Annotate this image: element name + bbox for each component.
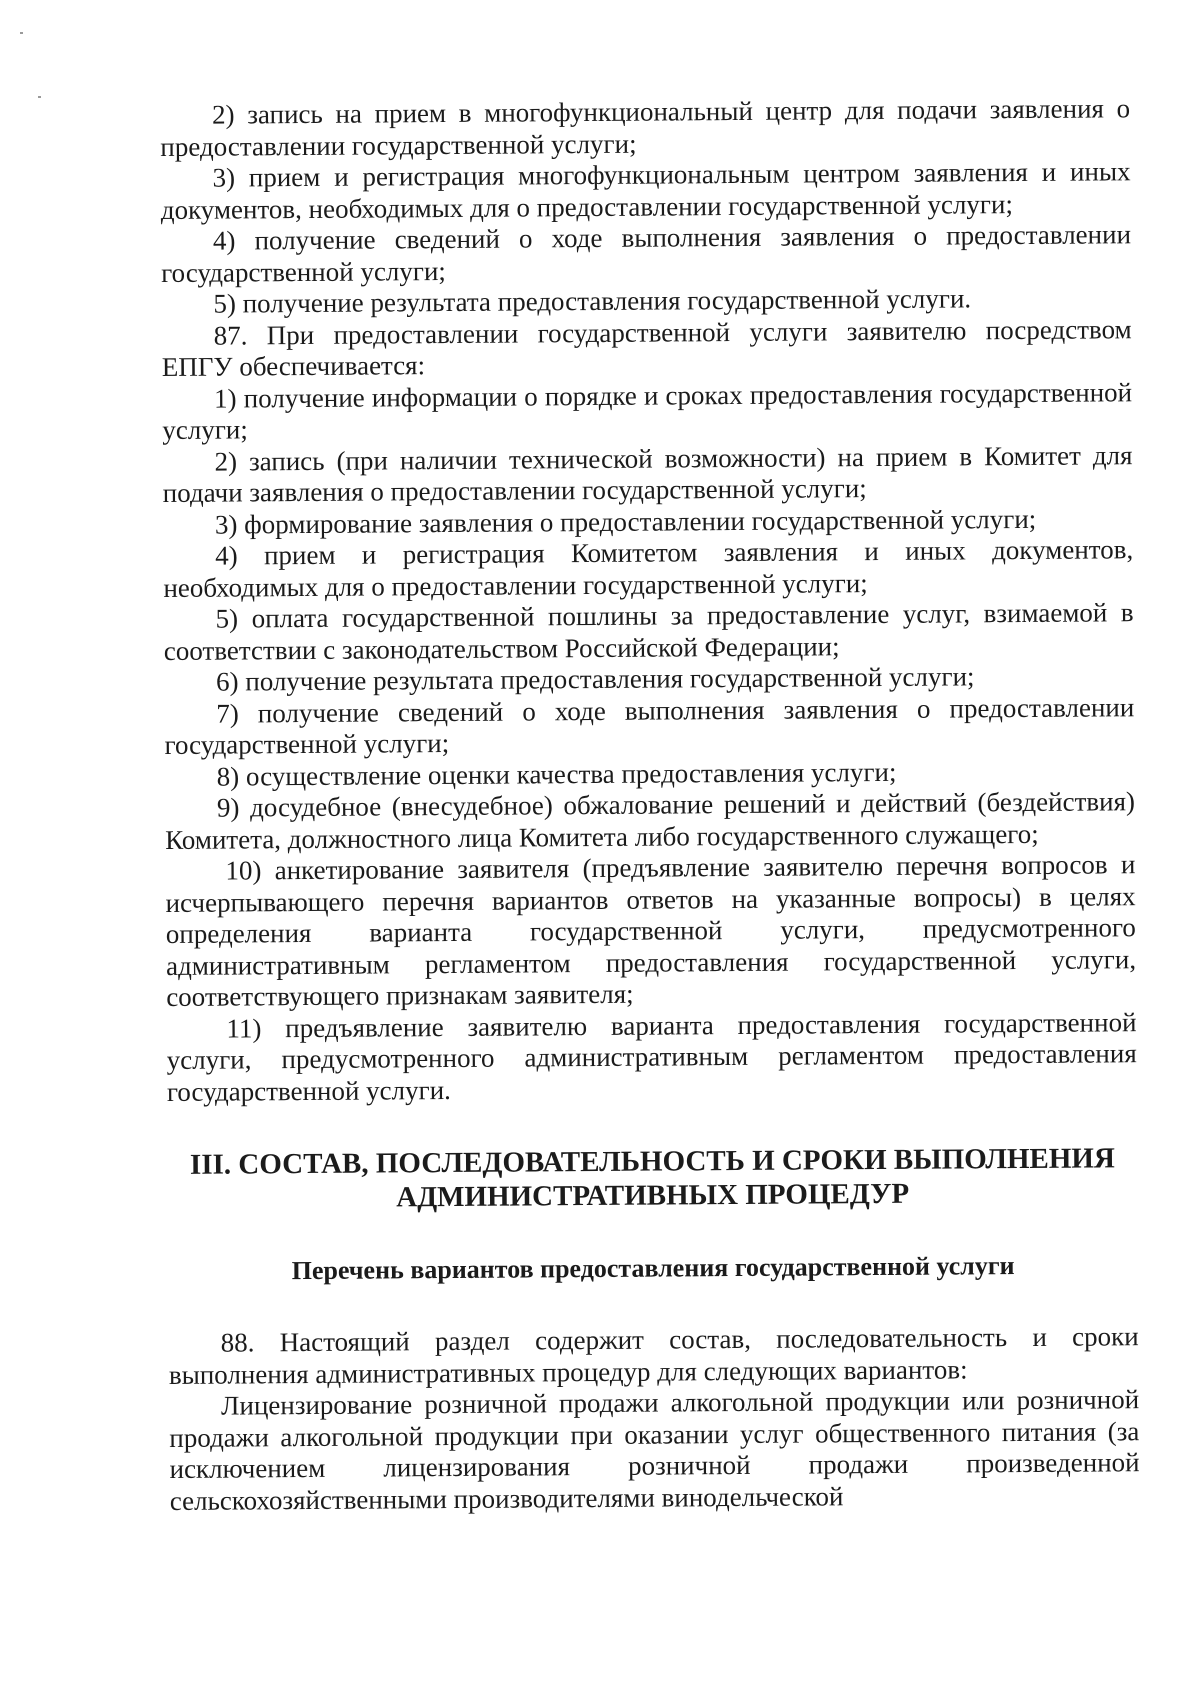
paragraph-epgu-item-5: 5) оплата государственной пошлины за предоставление услуг, взимаемой в соответствии с законодательством Российской Федерации; <box>163 597 1134 666</box>
paragraph-epgu-item-2: 2) запись (при наличии технической возможности) на прием в Комитет для подачи заявления о предоставлении государственной услуги; <box>162 439 1133 508</box>
paragraph-item-2-mfc-appointment: 2) запись на прием в многофункциональный центр для подачи заявления о предоставлении государственной услуги; <box>160 93 1131 162</box>
paragraph-item-3-mfc-registration: 3) прием и регистрация многофункциональным центром заявления и иных документов, необходимых для о предоставлении государственной услуги; <box>160 156 1131 225</box>
paragraph-epgu-item-1: 1) получение информации о порядке и сроках предоставления государственной услуги; <box>162 376 1133 445</box>
paragraph-epgu-item-6: 6) получение результата предоставления государственной услуги; <box>215 661 975 697</box>
paragraph-epgu-item-11: 11) предъявление заявителю варианта предоставления государственной услуги, предусмотренного административным регламентом предоставления государственной услуги. <box>166 1006 1137 1107</box>
paragraph-epgu-item-4: 4) прием и регистрация Комитетом заявления и иных документов, необходимых для о предоставлении государственной услуги; <box>163 534 1134 603</box>
paragraph-88: 88. Настоящий раздел содержит состав, последовательность и сроки выполнения административных процедур для следующих вариантов: <box>168 1321 1139 1390</box>
subheading: Перечень вариантов предоставления государственной услуги <box>291 1251 1015 1286</box>
paragraph-epgu-item-8: 8) осуществление оценки качества предоставления услуги; <box>216 756 897 792</box>
paragraph-epgu-item-9: 9) досудебное (внесудебное) обжалование решений и действий (бездействия) Комитета, должностного лица Комитета либо государственного служащего; <box>165 786 1136 855</box>
paragraph-87-epgu: 87. При предоставлении государственной услуги заявителю посредством ЕПГУ обеспечивается: <box>161 313 1132 382</box>
section-heading: III. СОСТАВ, ПОСЛЕДОВАТЕЛЬНОСТЬ И СРОКИ ВЫПОЛНЕНИЯ АДМИНИСТРАТИВНЫХ ПРОЦЕДУР <box>189 1142 1115 1214</box>
paragraph-item-5-mfc-result: 5) получение результата предоставления государственной услуги. <box>213 283 972 319</box>
scan-speck <box>20 32 23 34</box>
paragraph-epgu-item-7: 7) получение сведений о ходе выполнения заявления о предоставлении государственной услуги; <box>164 691 1135 760</box>
paragraph-licensing-variant: Лицензирование розничной продажи алкогольной продукции или розничной продажи алкогольной продукции при оказании услуг общественного питания (за исключением лицензирования розничной продажи произведенной сельскохозяйственными производителями винодельческой <box>169 1384 1140 1516</box>
scan-speck <box>38 96 41 98</box>
paragraph-item-4-mfc-status: 4) получение сведений о ходе выполнения заявления о предоставлении государственной услуги; <box>161 219 1132 288</box>
document-body <box>160 93 1140 1517</box>
paragraph-epgu-item-10: 10) анкетирование заявителя (предъявление заявителю перечня вопросов и исчерпывающего перечня вариантов ответов на указанные вопросы) в целях определения варианта государственной услуги, предусмотренного административным регламентом предоставления государственной услуги, соответствующего признакам заявителя; <box>165 849 1137 1012</box>
paragraph-epgu-item-3: 3) формирование заявления о предоставлении государственной услуги; <box>214 503 1037 540</box>
